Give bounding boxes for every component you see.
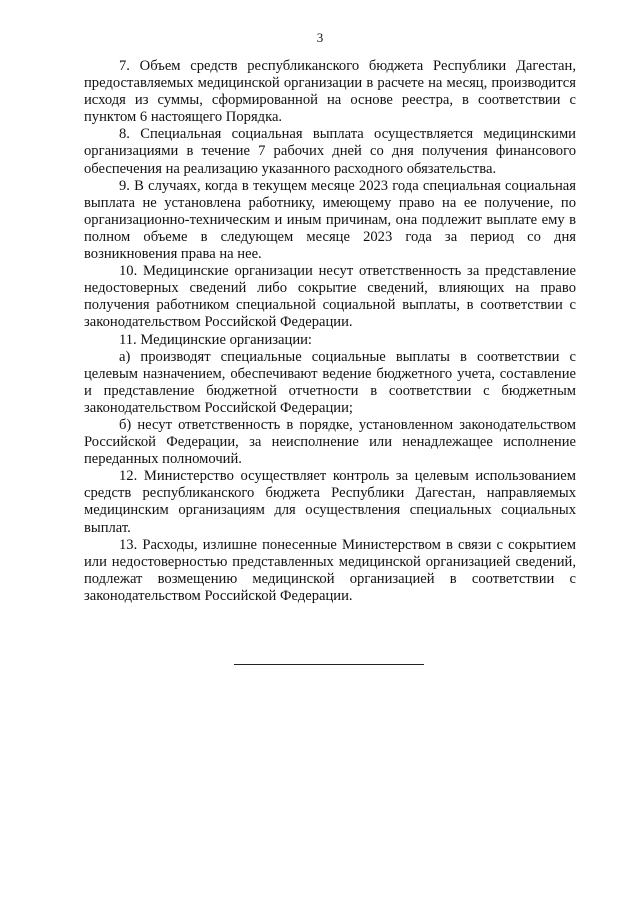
page-number: 3 [316, 30, 324, 45]
paragraph-12: 12. Министерство осуществляет контроль за целевым использованием средств республиканского бюджета Республики Дагестан, направляемых медицинским организациям для осуществления специальных социальных выплат. [84, 468, 576, 536]
paragraph-7: 7. Объем средств республиканского бюджета Республики Дагестан, предоставляемых медицинской организации в расчете на месяц, производится исходя из суммы, сформированной на основе реестра, в соответствии с пунктом 6 настоящего Порядка. [84, 58, 576, 126]
paragraph-13: 13. Расходы, излишне понесенные Министерством в связи с сокрытием или недостоверностью представленных медицинской организацией сведений, подлежат возмещению медицинской организацией в соответствии с законодательством Российской Федерации. [84, 536, 576, 604]
paragraph-10: 10. Медицинские организации несут ответственность за представление недостоверных сведений либо сокрытие сведений, влияющих на право получения работником специальной социальной выплаты, в соответствии с законодательством Российской Федерации. [84, 263, 576, 331]
paragraph-11-a: а) производят специальные социальные выплаты в соответствии с целевым назначением, обеспечивают ведение бюджетного учета, составление и представление бюджетной отчетности в соответствии с бюджетным законодательством Российской Федерации; [84, 348, 576, 416]
paragraph-11-b: б) несут ответственность в порядке, установленном законодательством Российской Федерации, за неисполнение или ненадлежащее исполнение переданных полномочий. [84, 416, 576, 468]
document-body [84, 58, 576, 605]
paragraph-8: 8. Специальная социальная выплата осуществляется медицинскими организациями в течение 7 рабочих дней со дня получения финансового обеспечения на реализацию указанного расходного обязательства. [84, 126, 576, 177]
paragraph-9: 9. В случаях, когда в текущем месяце 2023 года специальная социальная выплата не установлена работнику, имеющему право на ее получение, по организационно-техническим и иным причинам, она подлежит выплате ему в полном объеме в следующем месяце 2023 года за период со дня возникновения права на нее. [84, 177, 576, 263]
end-separator-line [234, 664, 424, 665]
paragraph-11: 11. Медицинские организации: [119, 331, 312, 348]
